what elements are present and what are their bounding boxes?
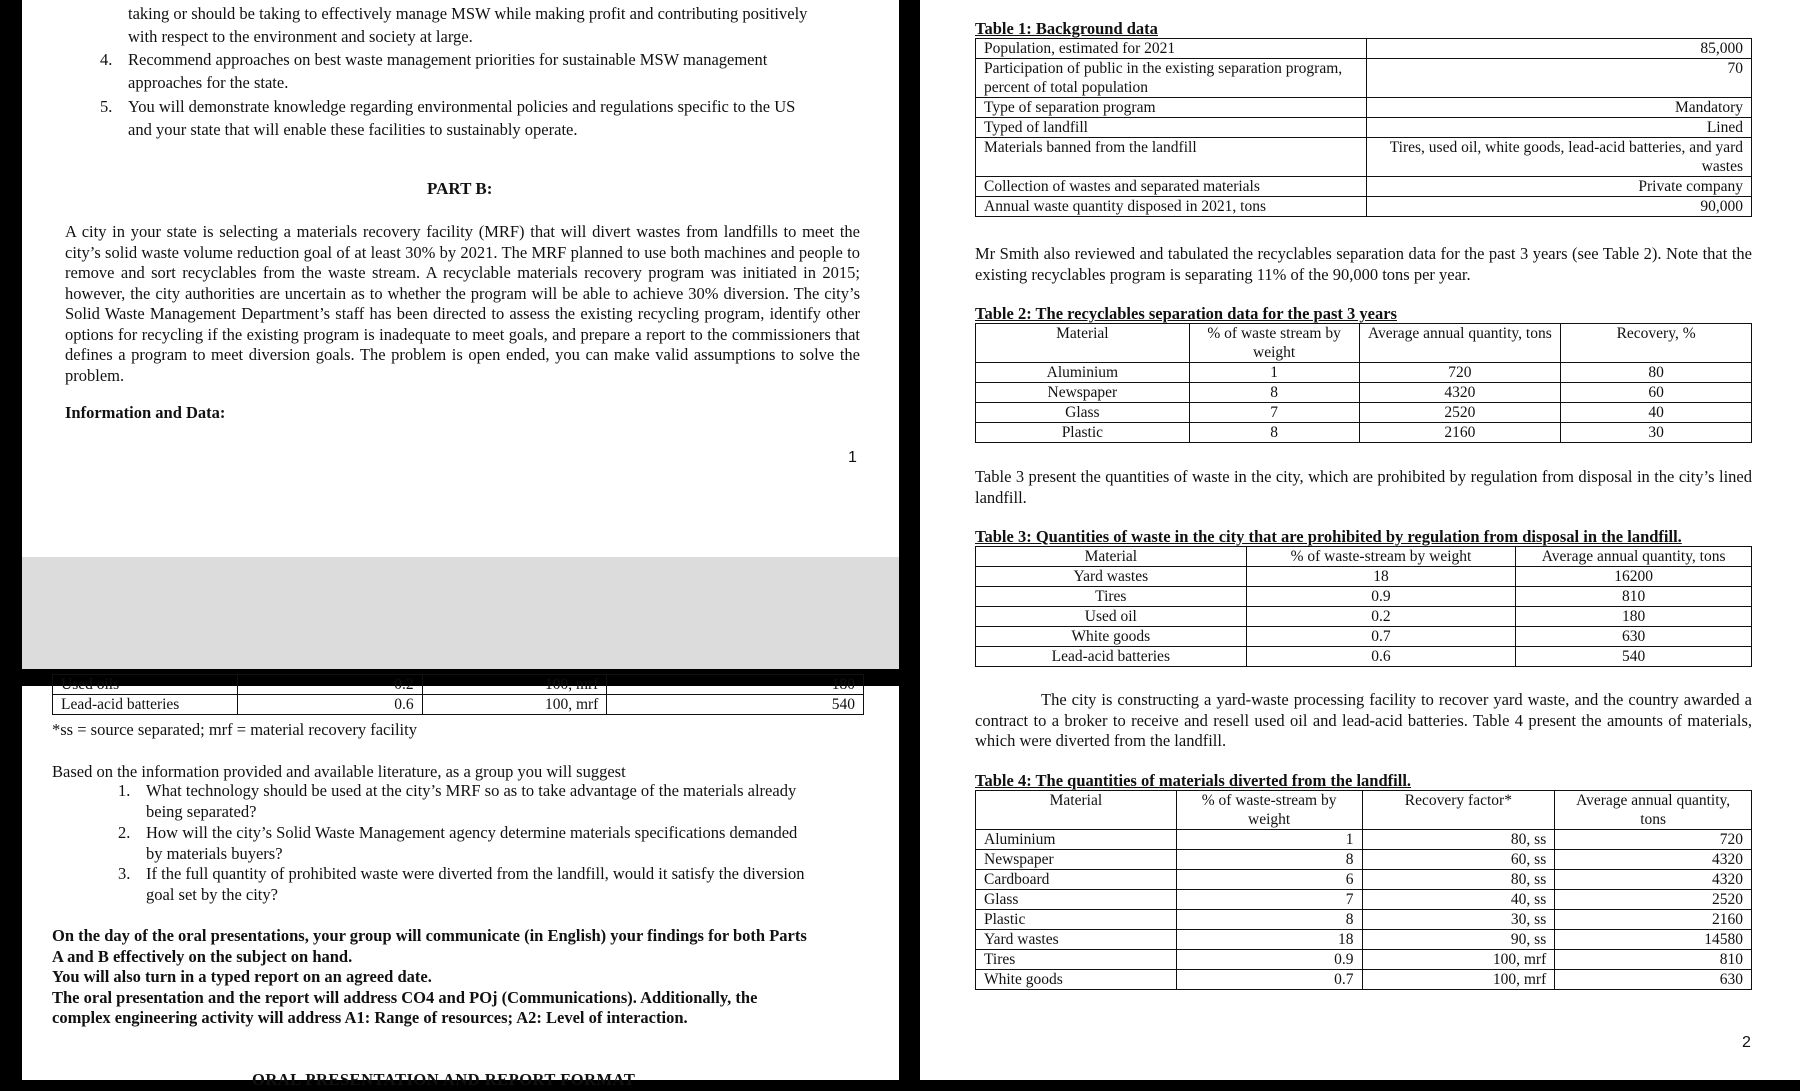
table-cell: Newspaper bbox=[976, 850, 1177, 870]
table-row bbox=[976, 627, 1752, 647]
table-cell: Glass bbox=[976, 890, 1177, 910]
table-row bbox=[976, 59, 1752, 98]
table-cell: Plastic bbox=[976, 910, 1177, 930]
table-row bbox=[976, 567, 1752, 587]
page-number: 1 bbox=[848, 449, 857, 466]
table-cell: 0.9 bbox=[1246, 587, 1516, 607]
table-cell: Tires bbox=[976, 587, 1247, 607]
table-row bbox=[976, 587, 1752, 607]
table-row bbox=[53, 675, 864, 695]
table-cell: Private company bbox=[1366, 177, 1752, 197]
page-2 bbox=[920, 0, 1800, 1080]
page-number: 2 bbox=[1742, 1034, 1751, 1051]
text-line: approaches for the state. bbox=[128, 73, 289, 92]
text-line: The oral presentation and the report will address CO4 and POj (Communications). Additionally, the bbox=[52, 987, 758, 1007]
table-cell: Collection of wastes and separated materials bbox=[976, 177, 1367, 197]
table-cell: % of waste-stream by weight bbox=[1176, 791, 1362, 830]
text-line: You will also turn in a typed report on an agreed date. bbox=[52, 967, 432, 986]
part-b-heading: PART B: bbox=[427, 179, 493, 198]
table-cell: Lined bbox=[1366, 118, 1752, 138]
table-row bbox=[976, 970, 1752, 990]
table-cell: Recovery factor* bbox=[1362, 791, 1555, 830]
table-4-continuation bbox=[52, 674, 864, 715]
table-cell: Average annual quantity, tons bbox=[1516, 547, 1752, 567]
table-cell: 100, mrf bbox=[422, 675, 607, 695]
list-number: 1. bbox=[118, 781, 131, 800]
table-cell: 16200 bbox=[1516, 567, 1752, 587]
table-cell: 810 bbox=[1555, 950, 1752, 970]
table-cell: Plastic bbox=[976, 423, 1190, 443]
table-cell: 40, ss bbox=[1362, 890, 1555, 910]
table-cell: 540 bbox=[1516, 647, 1752, 667]
table-cell: 0.6 bbox=[237, 695, 422, 715]
list-number: 3. bbox=[118, 864, 131, 883]
table-cell: Material bbox=[976, 324, 1190, 363]
table-cell: 1 bbox=[1176, 830, 1362, 850]
table-cell: 0.6 bbox=[1246, 647, 1516, 667]
text-line: A and B effectively on the subject on hand. bbox=[52, 946, 353, 966]
table-cell: Aluminium bbox=[976, 830, 1177, 850]
table-cell: 4320 bbox=[1555, 850, 1752, 870]
table-row bbox=[976, 423, 1752, 443]
text-line: goal set by the city? bbox=[146, 884, 278, 904]
table-3-caption: Table 3: Quantities of waste in the city that are prohibited by regulation from disposal in the landfill. bbox=[975, 527, 1682, 546]
table-cell: 0.2 bbox=[237, 675, 422, 695]
report-format-heading: ORAL PRESENTATION AND REPORT FORMAT bbox=[252, 1070, 636, 1089]
table-row bbox=[976, 607, 1752, 627]
table-cell: 90,000 bbox=[1366, 197, 1752, 217]
table-3 bbox=[975, 546, 1752, 667]
table-cell: 100, mrf bbox=[422, 695, 607, 715]
table-row bbox=[976, 39, 1752, 59]
list-number: 2. bbox=[118, 823, 131, 842]
table-cell: Glass bbox=[976, 403, 1190, 423]
table-cell: 7 bbox=[1189, 403, 1359, 423]
table-cell: 2520 bbox=[1555, 890, 1752, 910]
table-cell: Average annual quantity, tons bbox=[1359, 324, 1561, 363]
intro-continuation bbox=[128, 2, 807, 48]
table-row bbox=[976, 363, 1752, 383]
oral-presentation-block bbox=[52, 926, 892, 1029]
table-cell: 4320 bbox=[1555, 870, 1752, 890]
table-cell: 540 bbox=[607, 695, 864, 715]
table-2 bbox=[975, 323, 1752, 443]
table-cell: 30, ss bbox=[1362, 910, 1555, 930]
table-cell: 80 bbox=[1561, 363, 1752, 383]
table-row bbox=[976, 403, 1752, 423]
table-cell: 630 bbox=[1516, 627, 1752, 647]
based-on-text: Based on the information provided and available literature, as a group you will suggest bbox=[52, 762, 626, 781]
table-row bbox=[976, 930, 1752, 950]
table-cell: Used oils bbox=[53, 675, 238, 695]
table-cell: Population, estimated for 2021 bbox=[976, 39, 1367, 59]
yard-waste-paragraph: The city is constructing a yard-waste processing facility to recover yard waste, and the country awarded a contract to a broker to receive and resell used oil and lead-acid batteries. Table 4 present the amounts of materials, which were diverted from the landfill. bbox=[975, 690, 1752, 750]
table-cell: 60 bbox=[1561, 383, 1752, 403]
table-cell: 80, ss bbox=[1362, 870, 1555, 890]
table-row bbox=[976, 950, 1752, 970]
table-cell: 810 bbox=[1516, 587, 1752, 607]
table-cell: % of waste stream by weight bbox=[1189, 324, 1359, 363]
table-cell: 2160 bbox=[1555, 910, 1752, 930]
table-cell: Mandatory bbox=[1366, 98, 1752, 118]
table-cell: Participation of public in the existing separation program, percent of total population bbox=[976, 59, 1367, 98]
table-row bbox=[976, 910, 1752, 930]
table-header-row bbox=[976, 324, 1752, 363]
table-row bbox=[976, 890, 1752, 910]
table-cell: 2520 bbox=[1359, 403, 1561, 423]
table-cell: 60, ss bbox=[1362, 850, 1555, 870]
table-cell: Recovery, % bbox=[1561, 324, 1752, 363]
table-cell: 180 bbox=[1516, 607, 1752, 627]
text-line: with respect to the environment and society at large. bbox=[128, 27, 473, 46]
text-line: complex engineering activity will address A1: Range of resources; A2: Level of interaction. bbox=[52, 1008, 688, 1027]
list-number: 5. bbox=[100, 97, 113, 116]
table-4-caption: Table 4: The quantities of materials diverted from the landfill. bbox=[975, 771, 1412, 790]
page-gap bbox=[22, 557, 899, 669]
table-cell: 720 bbox=[1359, 363, 1561, 383]
text-line: taking or should be taking to effectively manage MSW while making profit and contributing positively bbox=[128, 4, 808, 23]
text-line: How will the city’s Solid Waste Management agency determine materials specifications demanded bbox=[146, 823, 798, 842]
footnote: *ss = source separated; mrf = material recovery facility bbox=[52, 720, 417, 739]
text-line: If the full quantity of prohibited waste were diverted from the landfill, would it satisfy the diversion bbox=[146, 864, 805, 883]
table-cell: 8 bbox=[1176, 850, 1362, 870]
table-cell: Average annual quantity, tons bbox=[1555, 791, 1752, 830]
table-cell: Tires bbox=[976, 950, 1177, 970]
table-cell: 630 bbox=[1555, 970, 1752, 990]
table-row bbox=[976, 197, 1752, 217]
table-cell: Cardboard bbox=[976, 870, 1177, 890]
text-line: and your state that will enable these facilities to sustainably operate. bbox=[128, 120, 578, 139]
table-cell: 720 bbox=[1555, 830, 1752, 850]
table-row bbox=[976, 383, 1752, 403]
table-cell: 4320 bbox=[1359, 383, 1561, 403]
table-cell: 14580 bbox=[1555, 930, 1752, 950]
table-row bbox=[976, 647, 1752, 667]
table-cell: Yard wastes bbox=[976, 930, 1177, 950]
info-data-heading: Information and Data: bbox=[65, 403, 226, 422]
table-cell: Lead-acid batteries bbox=[976, 647, 1247, 667]
table-cell: 70 bbox=[1366, 59, 1752, 98]
table-cell: 18 bbox=[1246, 567, 1516, 587]
table-cell: Material bbox=[976, 791, 1177, 830]
text-line: You will demonstrate knowledge regarding environmental policies and regulations specific to the US bbox=[128, 97, 796, 116]
table-cell: 85,000 bbox=[1366, 39, 1752, 59]
table-cell: 0.2 bbox=[1246, 607, 1516, 627]
smith-paragraph: Mr Smith also reviewed and tabulated the recyclables separation data for the past 3 years (see Table 2). Note that the existing recyclables program is separating 11% of the 90,000 tons per year. bbox=[975, 244, 1752, 284]
table-cell: Type of separation program bbox=[976, 98, 1367, 118]
table-cell: 180 bbox=[607, 675, 864, 695]
page-1-top bbox=[22, 0, 899, 557]
table-cell: Used oil bbox=[976, 607, 1247, 627]
table-row bbox=[976, 850, 1752, 870]
table-header-row bbox=[976, 547, 1752, 567]
text-line: Recommend approaches on best waste management priorities for sustainable MSW management bbox=[128, 50, 768, 69]
table-cell: Lead-acid batteries bbox=[53, 695, 238, 715]
table-cell: 90, ss bbox=[1362, 930, 1555, 950]
table-cell: Tires, used oil, white goods, lead-acid batteries, and yard wastes bbox=[1366, 138, 1752, 177]
table-header-row bbox=[976, 791, 1752, 830]
table-cell: White goods bbox=[976, 627, 1247, 647]
table-cell: 2160 bbox=[1359, 423, 1561, 443]
text-line: What technology should be used at the city’s MRF so as to take advantage of the materials already bbox=[146, 781, 797, 800]
page-1-bottom bbox=[22, 676, 899, 1089]
table-row bbox=[976, 98, 1752, 118]
list-number: 4. bbox=[100, 50, 113, 69]
table-cell: 40 bbox=[1561, 403, 1752, 423]
table-cell: 8 bbox=[1189, 383, 1359, 403]
table-row bbox=[976, 138, 1752, 177]
table-cell: 8 bbox=[1189, 423, 1359, 443]
table-cell: 0.7 bbox=[1246, 627, 1516, 647]
table-cell: 8 bbox=[1176, 910, 1362, 930]
table-cell: Newspaper bbox=[976, 383, 1190, 403]
table-row bbox=[976, 830, 1752, 850]
text-line: On the day of the oral presentations, your group will communicate (in English) your findings for both Parts bbox=[52, 926, 807, 945]
table-cell: Material bbox=[976, 547, 1247, 567]
table-1 bbox=[975, 38, 1752, 217]
table-cell: 100, mrf bbox=[1362, 950, 1555, 970]
table-cell: Annual waste quantity disposed in 2021, tons bbox=[976, 197, 1367, 217]
table-cell: 7 bbox=[1176, 890, 1362, 910]
text-line: being separated? bbox=[146, 801, 257, 821]
table-cell: 6 bbox=[1176, 870, 1362, 890]
table-cell: 30 bbox=[1561, 423, 1752, 443]
table-cell: 0.7 bbox=[1176, 970, 1362, 990]
table-row bbox=[53, 695, 864, 715]
part-b-paragraph: A city in your state is selecting a materials recovery facility (MRF) that will divert wastes from landfills to meet the city’s solid waste volume reduction goal of at least 30% by 2021. The MRF planned to use both machines and people to remove and sort recyclables from the waste stream. A recyclable materials recovery program was initiated in 2015; however, the city authorities are uncertain as to whether the program will be able to achieve 30% diversion. The city’s Solid Waste Management Department’s staff has been directed to assess the existing recycling program, identify other options for recycling if the existing program is inadequate to meet goals, and prepare a report to the commissioners that defines a program to meet diversion goals. The problem is open ended, you can make valid assumptions to solve the problem. bbox=[65, 222, 860, 385]
table-row bbox=[976, 177, 1752, 197]
table-cell: 1 bbox=[1189, 363, 1359, 383]
table-cell: White goods bbox=[976, 970, 1177, 990]
table-4 bbox=[975, 790, 1752, 990]
table-cell: % of waste-stream by weight bbox=[1246, 547, 1516, 567]
table-row bbox=[976, 870, 1752, 890]
table-cell: 80, ss bbox=[1362, 830, 1555, 850]
table-cell: 100, mrf bbox=[1362, 970, 1555, 990]
table-3-intro: Table 3 present the quantities of waste in the city, which are prohibited by regulation from disposal in the city’s lined landfill. bbox=[975, 467, 1752, 507]
table-cell: Typed of landfill bbox=[976, 118, 1367, 138]
table-cell: Materials banned from the landfill bbox=[976, 138, 1367, 177]
table-cell: Yard wastes bbox=[976, 567, 1247, 587]
table-cell: 0.9 bbox=[1176, 950, 1362, 970]
table-2-caption: Table 2: The recyclables separation data for the past 3 years bbox=[975, 304, 1397, 323]
table-cell: Aluminium bbox=[976, 363, 1190, 383]
table-row bbox=[976, 118, 1752, 138]
table-cell: 18 bbox=[1176, 930, 1362, 950]
text-line: by materials buyers? bbox=[146, 843, 283, 863]
table-1-caption: Table 1: Background data bbox=[975, 19, 1158, 38]
